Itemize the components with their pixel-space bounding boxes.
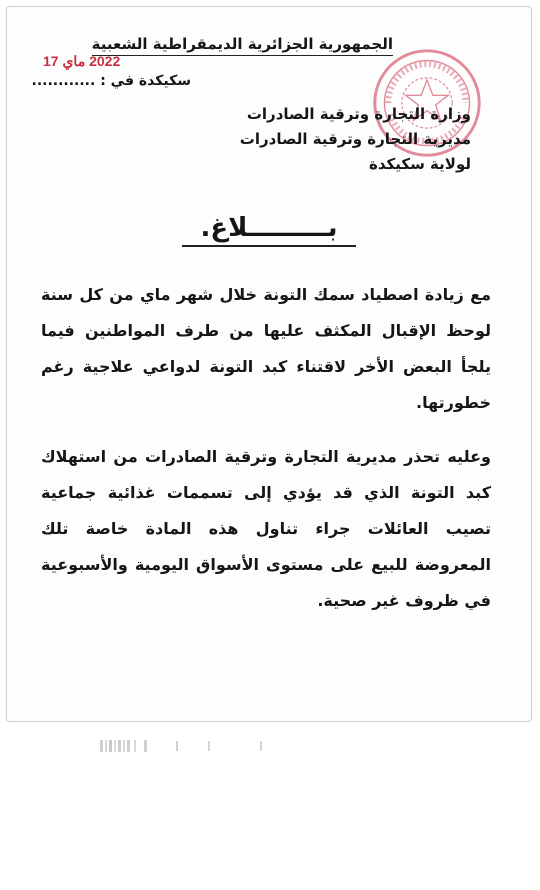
republic-header: الجمهورية الجزائرية الديمقراطية الشعبية xyxy=(92,35,393,56)
body-paragraph-2: وعليه تحذر مديرية التجارة وترقية الصادرات من استهلاك كبد التونة الذي قد يؤدي إلى تسممات غذائية جماعية تصيب العائلات جراء تناول هذه المادة خاصة تلك المعروضة للبيع على مستوى الأسواق اليومية والأسبوعية في ظروف غير صحية. xyxy=(41,447,491,610)
issuer-block xyxy=(240,102,471,177)
issuer-directorate: مديرية التجارة وترقية الصادرات xyxy=(239,130,471,148)
place-date: سكيكدة في : ............ xyxy=(31,73,191,89)
scan-marks-icon xyxy=(100,738,300,754)
document-sheet xyxy=(6,6,532,722)
issuer-wilaya: لولاية سكيكدة xyxy=(369,155,471,173)
issuer-ministry: وزارة التجارة وترقية الصادرات xyxy=(246,105,471,123)
date-stamp: 2022 ماي 17 xyxy=(43,53,121,69)
body-paragraph-1: مع زيادة اصطياد سمك التونة خلال شهر ماي من كل سنة لوحظ الإقبال المكثف عليها من طرف المواطنين فيما يلجأ البعض الأخر لاقتناء كبد التونة لدواعي علاجية رغم خطورتها. xyxy=(41,285,491,412)
title-text: بـــــــــلاغ. xyxy=(182,213,355,247)
announcement-body xyxy=(41,277,491,637)
document-title xyxy=(7,213,531,247)
